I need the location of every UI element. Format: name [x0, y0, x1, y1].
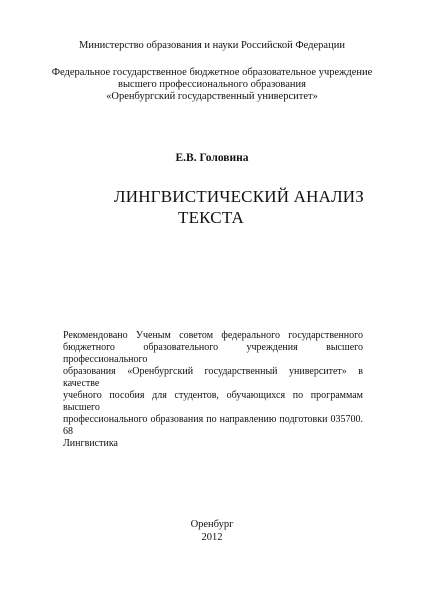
publication-year: 2012 [201, 532, 223, 543]
recommendation-line: профессионального образования по направлению подготовки 035700. 68 [63, 414, 363, 437]
recommendation-line: бюджетного образовательного учреждения высшего профессионального [63, 342, 363, 365]
author-name: Е.В. Головина [175, 152, 249, 164]
recommendation-line: Лингвистика [63, 438, 118, 449]
recommendation-line: Рекомендовано Ученым советом федерального государственного [63, 330, 363, 341]
book-title-line-2: ТЕКСТА [178, 208, 245, 227]
institution-name [40, 67, 384, 103]
institution-line: Федеральное государственное бюджетное образовательное учреждение [51, 67, 373, 78]
publication-city: Оренбург [190, 519, 234, 530]
institution-line: высшего профессионального образования [118, 79, 306, 90]
institution-line: «Оренбургский государственный университет» [106, 91, 318, 102]
book-title [114, 186, 374, 228]
recommendation-line: образования «Оренбургский государственный университет» в качестве [63, 366, 363, 389]
recommendation-text [63, 330, 363, 450]
ministry-name: Министерство образования и науки Российской Федерации [79, 40, 345, 51]
book-title-line-1: ЛИНГВИСТИЧЕСКИЙ АНАЛИЗ [114, 187, 364, 206]
recommendation-line: учебного пособия для студентов, обучающихся по программам высшего [63, 390, 363, 413]
